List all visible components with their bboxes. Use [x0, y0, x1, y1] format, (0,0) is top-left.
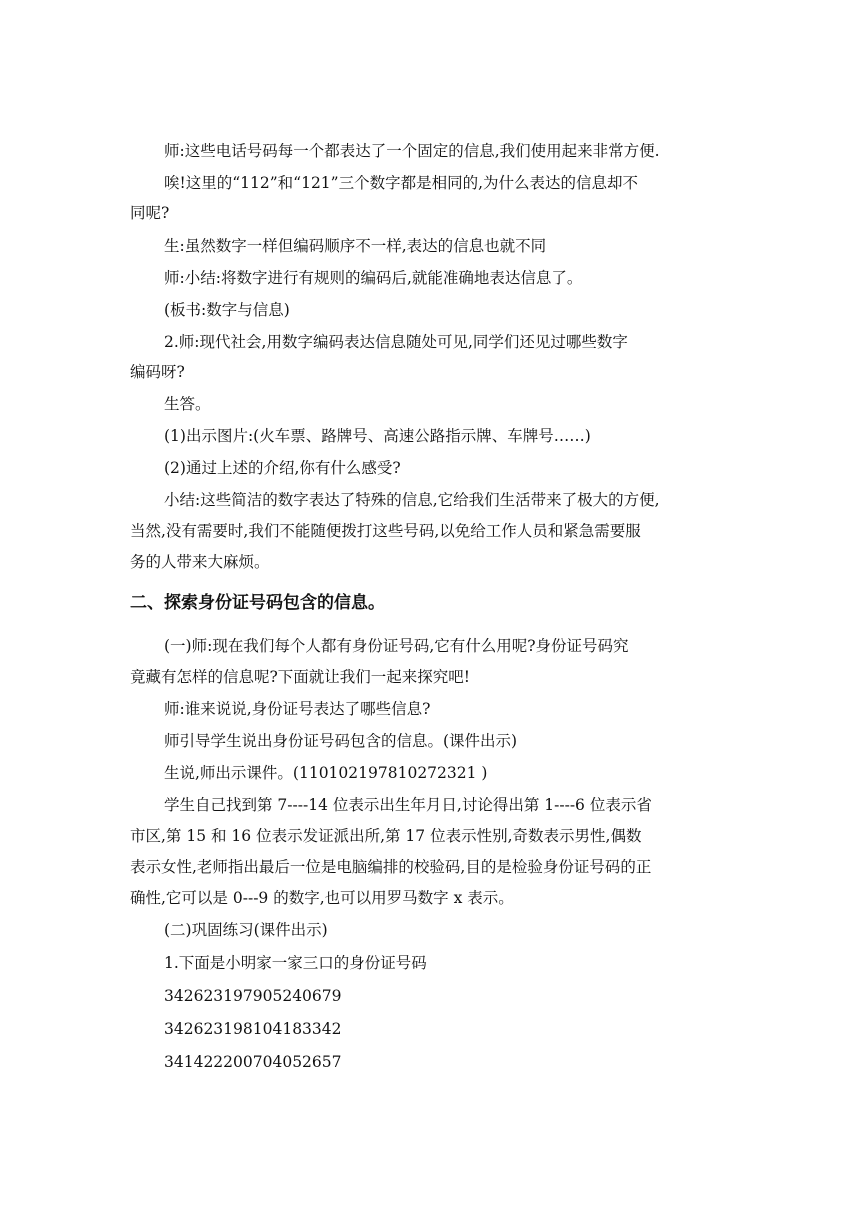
- paragraph-modern-society-line-1: 2.师:现代社会,用数字编码表达信息随处可见,同学们还见过哪些数字: [164, 333, 628, 351]
- paragraph-digit-meaning-line-2: 市区,第 15 和 16 位表示发证派出所,第 17 位表示性别,奇数表示男性,偶数: [130, 827, 642, 845]
- paragraph-112-121-line-2: 同呢?: [130, 204, 170, 222]
- paragraph-digit-meaning-line-3: 表示女性,老师指出最后一位是电脑编排的校验码,目的是检验身份证号码的正: [130, 858, 652, 876]
- paragraph-modern-society-line-2: 编码呀?: [130, 363, 185, 381]
- paragraph-id-intro-line-2: 竟藏有怎样的信息呢?下面就让我们一起来探究吧!: [130, 668, 471, 686]
- paragraph-practice-heading: (二)巩固练习(课件出示): [164, 921, 328, 939]
- paragraph-teacher-summary: 师:小结:将数字进行有规则的编码后,就能准确地表达信息了。: [164, 269, 583, 287]
- id-number-1: 342623197905240679: [164, 987, 342, 1005]
- id-number-2: 342623198104183342: [164, 1020, 342, 1038]
- paragraph-student-answer: 生:虽然数字一样但编码顺序不一样,表达的信息也就不同: [164, 237, 547, 255]
- paragraph-show-pictures: (1)出示图片:(火车票、路牌号、高速公路指示牌、车牌号……): [164, 427, 591, 445]
- paragraph-teacher-guides: 师引导学生说出身份证号码包含的信息。(课件出示): [164, 732, 518, 750]
- section-heading: 二、探索身份证号码包含的信息。: [130, 593, 385, 613]
- paragraph-courseware-example: 生说,师出示课件。(110102197810272321 ): [164, 764, 488, 782]
- paragraph-id-intro-line-1: (一)师:现在我们每个人都有身份证号码,它有什么用呢?身份证号码究: [164, 637, 629, 655]
- paragraph-digit-meaning-line-1: 学生自己找到第 7----14 位表示出生年月日,讨论得出第 1----6 位表示省: [164, 796, 652, 814]
- paragraph-summary-line-2: 当然,没有需要时,我们不能随便拨打这些号码,以免给工作人员和紧急需要服: [130, 522, 641, 540]
- paragraph-family-ids-intro: 1.下面是小明家一家三口的身份证号码: [164, 954, 427, 972]
- paragraph-teacher-phone-numbers: 师:这些电话号码每一个都表达了一个固定的信息,我们使用起来非常方便.: [164, 142, 660, 160]
- paragraph-blackboard-note: (板书:数字与信息): [164, 301, 290, 319]
- paragraph-112-121-line-1: 唉!这里的“112”和“121”三个数字都是相同的,为什么表达的信息却不: [164, 174, 639, 192]
- paragraph-summary-line-1: 小结:这些简洁的数字表达了特殊的信息,它给我们生活带来了极大的方便,: [164, 491, 660, 509]
- paragraph-summary-line-3: 务的人带来大麻烦。: [130, 553, 270, 571]
- paragraph-feelings-question: (2)通过上述的介绍,你有什么感受?: [164, 459, 401, 477]
- paragraph-students-answer: 生答。: [164, 395, 211, 413]
- paragraph-digit-meaning-line-4: 确性,它可以是 0---9 的数字,也可以用罗马数字 x 表示。: [130, 889, 514, 907]
- paragraph-who-speaks: 师:谁来说说,身份证号表达了哪些信息?: [164, 700, 431, 718]
- id-number-3: 341422200704052657: [164, 1053, 342, 1071]
